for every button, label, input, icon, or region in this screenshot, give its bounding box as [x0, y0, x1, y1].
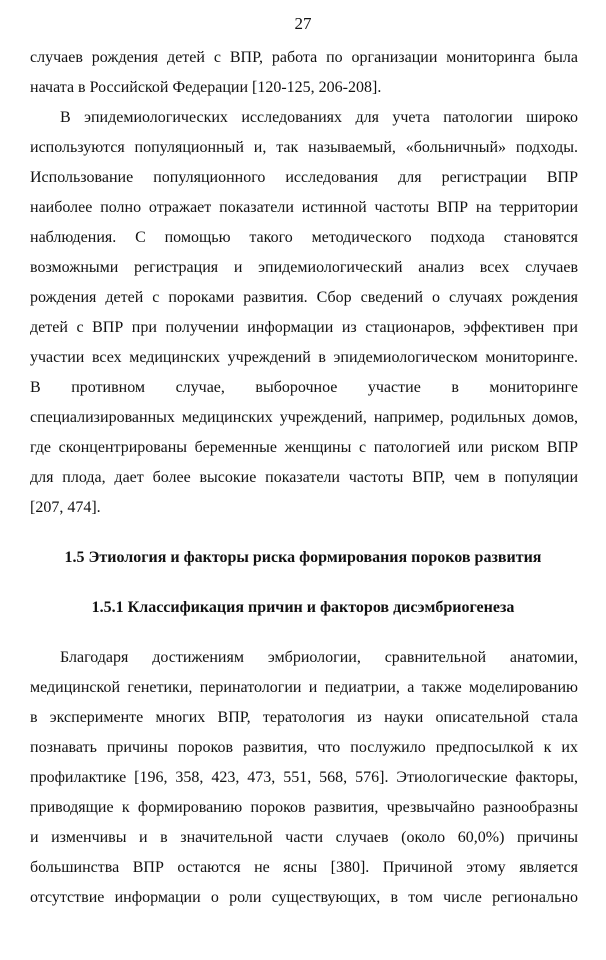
text-line: участии всех медицинских учреждений в эпидемиологическом мониторинге.: [30, 349, 578, 366]
text-line: профилактике [196, 358, 423, 473, 551, 568, 576]. Этиологические факторы,: [30, 769, 578, 786]
text-line: используются популяционный и, так называемый, «больничный» подходы.: [30, 139, 578, 156]
section-heading: 1.5 Этиология и факторы риска формирования пороков развития: [64, 549, 542, 566]
subsection-heading: 1.5.1 Классификация причин и факторов дисэмбриогенеза: [91, 599, 515, 616]
text-line: познавать причины пороков развития, что послужило предпосылкой к их: [30, 739, 578, 756]
text-line: для плода, дает более высокие показатели частоты ВПР, чем в популяции: [30, 469, 578, 486]
text-line: Благодаря достижениям эмбриологии, сравнительной анатомии,: [60, 649, 578, 666]
text-line: наиболее полно отражает показатели истинной частоты ВПР на территории: [30, 199, 578, 216]
text-line: [207, 474].: [30, 499, 101, 516]
text-line: специализированных медицинских учреждений, например, родильных домов,: [30, 409, 578, 426]
text-line: В эпидемиологических исследованиях для учета патологии широко: [60, 109, 578, 126]
text-line: в эксперименте многих ВПР, тератология из науки описательной стала: [30, 709, 578, 726]
text-line: отсутствие информации о роли существующих, в том числе регионально: [30, 889, 578, 906]
page-number: 27: [294, 14, 312, 33]
text-line: начата в Российской Федерации [120-125, 206-208].: [30, 79, 382, 96]
text-line: Использование популяционного исследования для регистрации ВПР: [30, 169, 578, 186]
text-line: большинства ВПР остаются не ясны [380]. Причиной этому является: [30, 859, 578, 876]
text-line: медицинской генетики, перинатологии и педиатрии, а также моделированию: [30, 679, 578, 696]
text-line: возможными регистрация и эпидемиологический анализ всех случаев: [30, 259, 578, 276]
text-line: случаев рождения детей с ВПР, работа по организации мониторинга была: [30, 49, 578, 66]
text-line: наблюдения. С помощью такого методического подхода становятся: [30, 229, 578, 246]
text-line: где сконцентрированы беременные женщины с патологией или риском ВПР: [30, 439, 578, 456]
text-line: рождения детей с пороками развития. Сбор сведений о случаях рождения: [30, 289, 578, 306]
text-line: детей с ВПР при получении информации из стационаров, эффективен при: [30, 319, 578, 336]
text-line: приводящие к формированию пороков развития, чрезвычайно разнообразны: [30, 799, 578, 816]
text-line: В противном случае, выборочное участие в мониторинге: [30, 379, 578, 396]
text-line: и изменчивы и в значительной части случаев (около 60,0%) причины: [30, 829, 578, 846]
